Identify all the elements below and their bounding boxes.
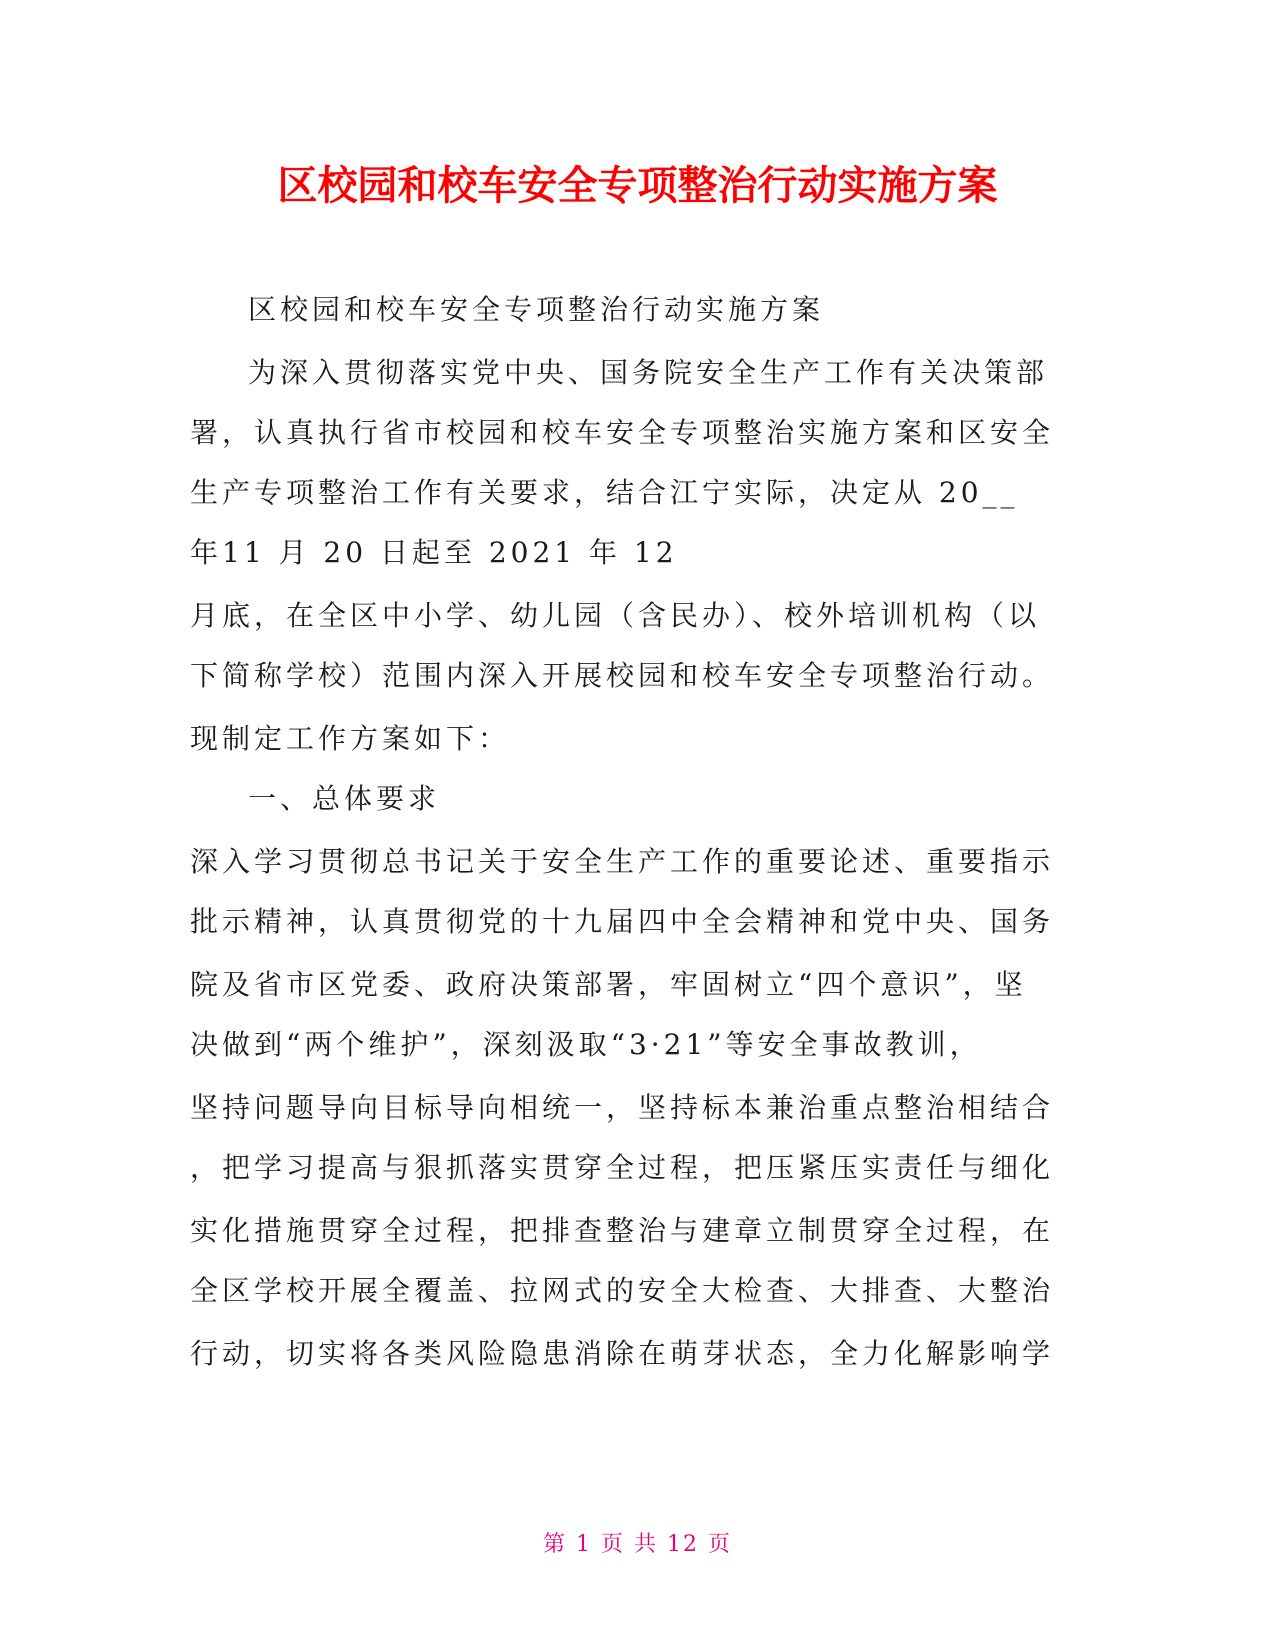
body-line: 现制定工作方案如下： [190, 722, 511, 755]
document-title: 区校园和校车安全专项整治行动实施方案 [277, 163, 998, 209]
body-line: 全区学校开展全覆盖、拉网式的安全大检查、大排查、大整治 [190, 1274, 1055, 1307]
body-line: 年11 月 20 日起至 2021 年 12 [190, 536, 678, 569]
body-line: ，把学习提高与狠抓落实贯穿全过程，把压紧压实责任与细化 [190, 1151, 1055, 1184]
body-line: 实化措施贯穿全过程，把排查整治与建章立制贯穿全过程，在 [190, 1214, 1055, 1247]
body-line: 下简称学校）范围内深入开展校园和校车安全专项整治行动。 [190, 659, 1055, 692]
body-line: 生产专项整治工作有关要求，结合江宁实际，决定从 20__ [190, 476, 1019, 509]
body-line: 署，认真执行省市校园和校车安全专项整治实施方案和区安全 [190, 416, 1055, 449]
body-line: 坚持问题导向目标导向相统一，坚持标本兼治重点整治相结合 [190, 1091, 1055, 1124]
body-line: 行动，切实将各类风险隐患消除在萌芽状态，全力化解影响学 [190, 1337, 1055, 1370]
body-line: 院及省市区党委、政府决策部署，牢固树立“四个意识”，坚 [190, 968, 1027, 1001]
section-heading: 一、总体要求 [248, 782, 441, 815]
body-line: 月底，在全区中小学、幼儿园（含民办）、校外培训机构（以 [190, 599, 1041, 632]
page-number-footer: 第 1 页 共 12 页 [543, 1532, 732, 1557]
body-line: 批示精神，认真贯彻党的十九届四中全会精神和党中央、国务 [190, 905, 1055, 938]
body-line: 深入学习贯彻总书记关于安全生产工作的重要论述、重要指示 [190, 845, 1055, 878]
body-line: 区校园和校车安全专项整治行动实施方案 [248, 293, 825, 326]
body-line: 决做到“两个维护”，深刻汲取“3·21”等安全事故教训， [190, 1028, 982, 1061]
body-line: 为深入贯彻落实党中央、国务院安全生产工作有关决策部 [248, 356, 1049, 389]
